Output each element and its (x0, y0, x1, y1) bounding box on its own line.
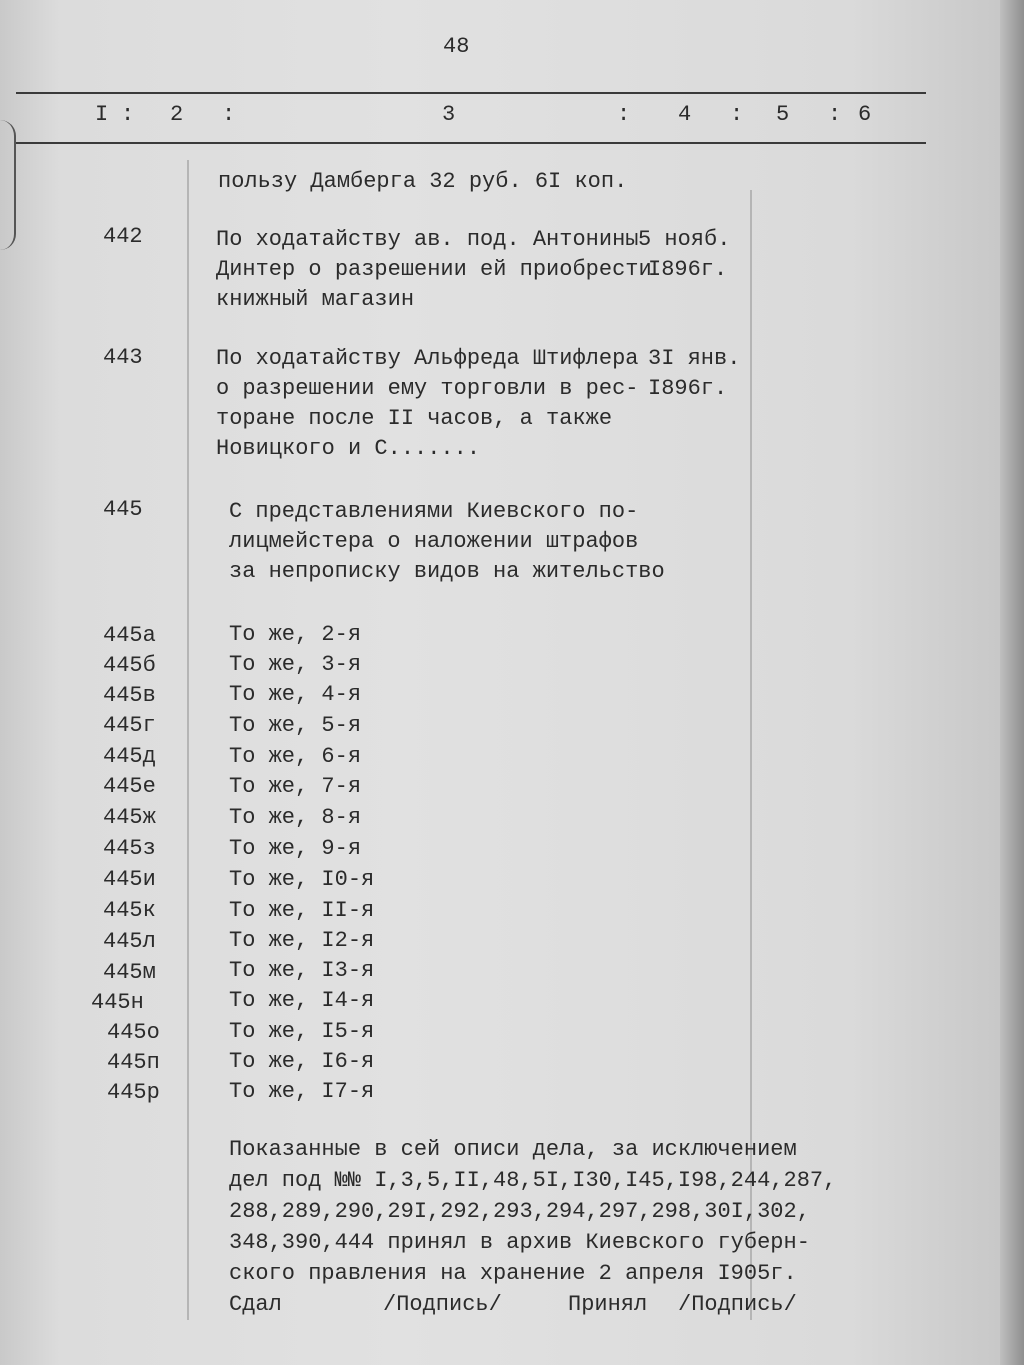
entry-description: за непрописку видов на жительство (229, 559, 665, 584)
sub-entry-code: 445к (103, 898, 156, 923)
header-sep: : (828, 102, 842, 127)
sub-entry-text: То же, 9-я (229, 836, 362, 861)
sub-entry-text: То же, I0-я (229, 867, 375, 892)
handed-label: Сдал (229, 1292, 282, 1317)
sub-entry-code: 445м (103, 960, 156, 985)
footer-line: Показанные в сей описи дела, за исключением (229, 1137, 797, 1162)
sub-entry-text: То же, 4-я (229, 682, 362, 707)
entry-description: книжный магазин (216, 287, 415, 312)
sub-entry-text: То же, II-я (229, 898, 375, 923)
entry-date: I896г. (648, 376, 728, 401)
sub-entry-text: То же, I4-я (229, 988, 375, 1013)
sub-entry-text: То же, 3-я (229, 652, 362, 677)
sub-entry-code: 445д (103, 744, 156, 769)
sub-entry-code: 445п (107, 1050, 160, 1075)
header-sep: : (617, 102, 631, 127)
sub-entry-text: То же, I5-я (229, 1019, 375, 1044)
sub-entry-text: То же, 7-я (229, 774, 362, 799)
page-edge (1000, 0, 1024, 1365)
sub-entry-code: 445б (103, 653, 156, 678)
sub-entry-code: 445в (103, 683, 156, 708)
sub-entry-text: То же, 2-я (229, 622, 362, 647)
entry-description: По ходатайству Альфреда Штифлера (216, 346, 639, 371)
handed-signature: /Подпись/ (383, 1292, 502, 1317)
entry-code: 442 (103, 224, 143, 249)
header-col: I (95, 102, 109, 127)
header-rule-bottom (16, 142, 926, 144)
entry-date: 3I янв. (648, 346, 741, 371)
entry-description: Динтер о разрешении ей приобрести (216, 257, 652, 282)
sub-entry-text: То же, 5-я (229, 713, 362, 738)
entry-description: о разрешении ему торговли в рес- (216, 376, 639, 401)
header-sep: : (222, 102, 236, 127)
column-divider (187, 160, 189, 1320)
sub-entry-code: 445л (103, 929, 156, 954)
entry-description: По ходатайству ав. под. Антонины (216, 227, 639, 252)
header-rule-top (16, 92, 926, 94)
sub-entry-code: 445н (91, 990, 144, 1015)
sub-entry-code: 445з (103, 836, 156, 861)
sub-entry-text: То же, I3-я (229, 958, 375, 983)
sub-entry-text: То же, I7-я (229, 1079, 375, 1104)
entry-description: торане после II часов, а также (216, 406, 613, 431)
received-signature: /Подпись/ (678, 1292, 797, 1317)
sub-entry-code: 445о (107, 1020, 160, 1045)
sub-entry-code: 445а (103, 623, 156, 648)
sub-entry-code: 445ж (103, 805, 156, 830)
sub-entry-text: То же, I6-я (229, 1049, 375, 1074)
header-col: 5 (776, 102, 790, 127)
entry-description: С представлениями Киевского по- (229, 499, 639, 524)
header-col: 6 (858, 102, 872, 127)
header-col: 2 (170, 102, 184, 127)
continuation-line: пользу Дамберга 32 руб. 6I коп. (218, 169, 628, 194)
entry-date: I896г. (648, 257, 728, 282)
entry-description: лицмейстера о наложении штрафов (229, 529, 639, 554)
sub-entry-text: То же, 8-я (229, 805, 362, 830)
binding-mark (0, 120, 16, 250)
header-sep: : (121, 102, 135, 127)
entry-code: 443 (103, 345, 143, 370)
sub-entry-code: 445г (103, 713, 156, 738)
header-sep: : (730, 102, 744, 127)
entry-description: Новицкого и С....... (216, 436, 481, 461)
header-col: 3 (442, 102, 456, 127)
page-number: 48 (443, 34, 470, 59)
sub-entry-text: То же, I2-я (229, 928, 375, 953)
received-label: Принял (568, 1292, 648, 1317)
footer-line: 288,289,290,29I,292,293,294,297,298,30I,302, (229, 1199, 810, 1224)
sub-entry-code: 445р (107, 1080, 160, 1105)
entry-date: 5 нояб. (638, 227, 731, 252)
sub-entry-code: 445е (103, 774, 156, 799)
header-col: 4 (678, 102, 692, 127)
footer-line: 348,390,444 принял в архив Киевского губерн- (229, 1230, 810, 1255)
sub-entry-text: То же, 6-я (229, 744, 362, 769)
entry-code: 445 (103, 497, 143, 522)
sub-entry-code: 445и (103, 867, 156, 892)
footer-line: ского правления на хранение 2 апреля I905г. (229, 1261, 797, 1286)
footer-line: дел под №№ I,3,5,II,48,5I,I30,I45,I98,244,287, (229, 1168, 837, 1193)
